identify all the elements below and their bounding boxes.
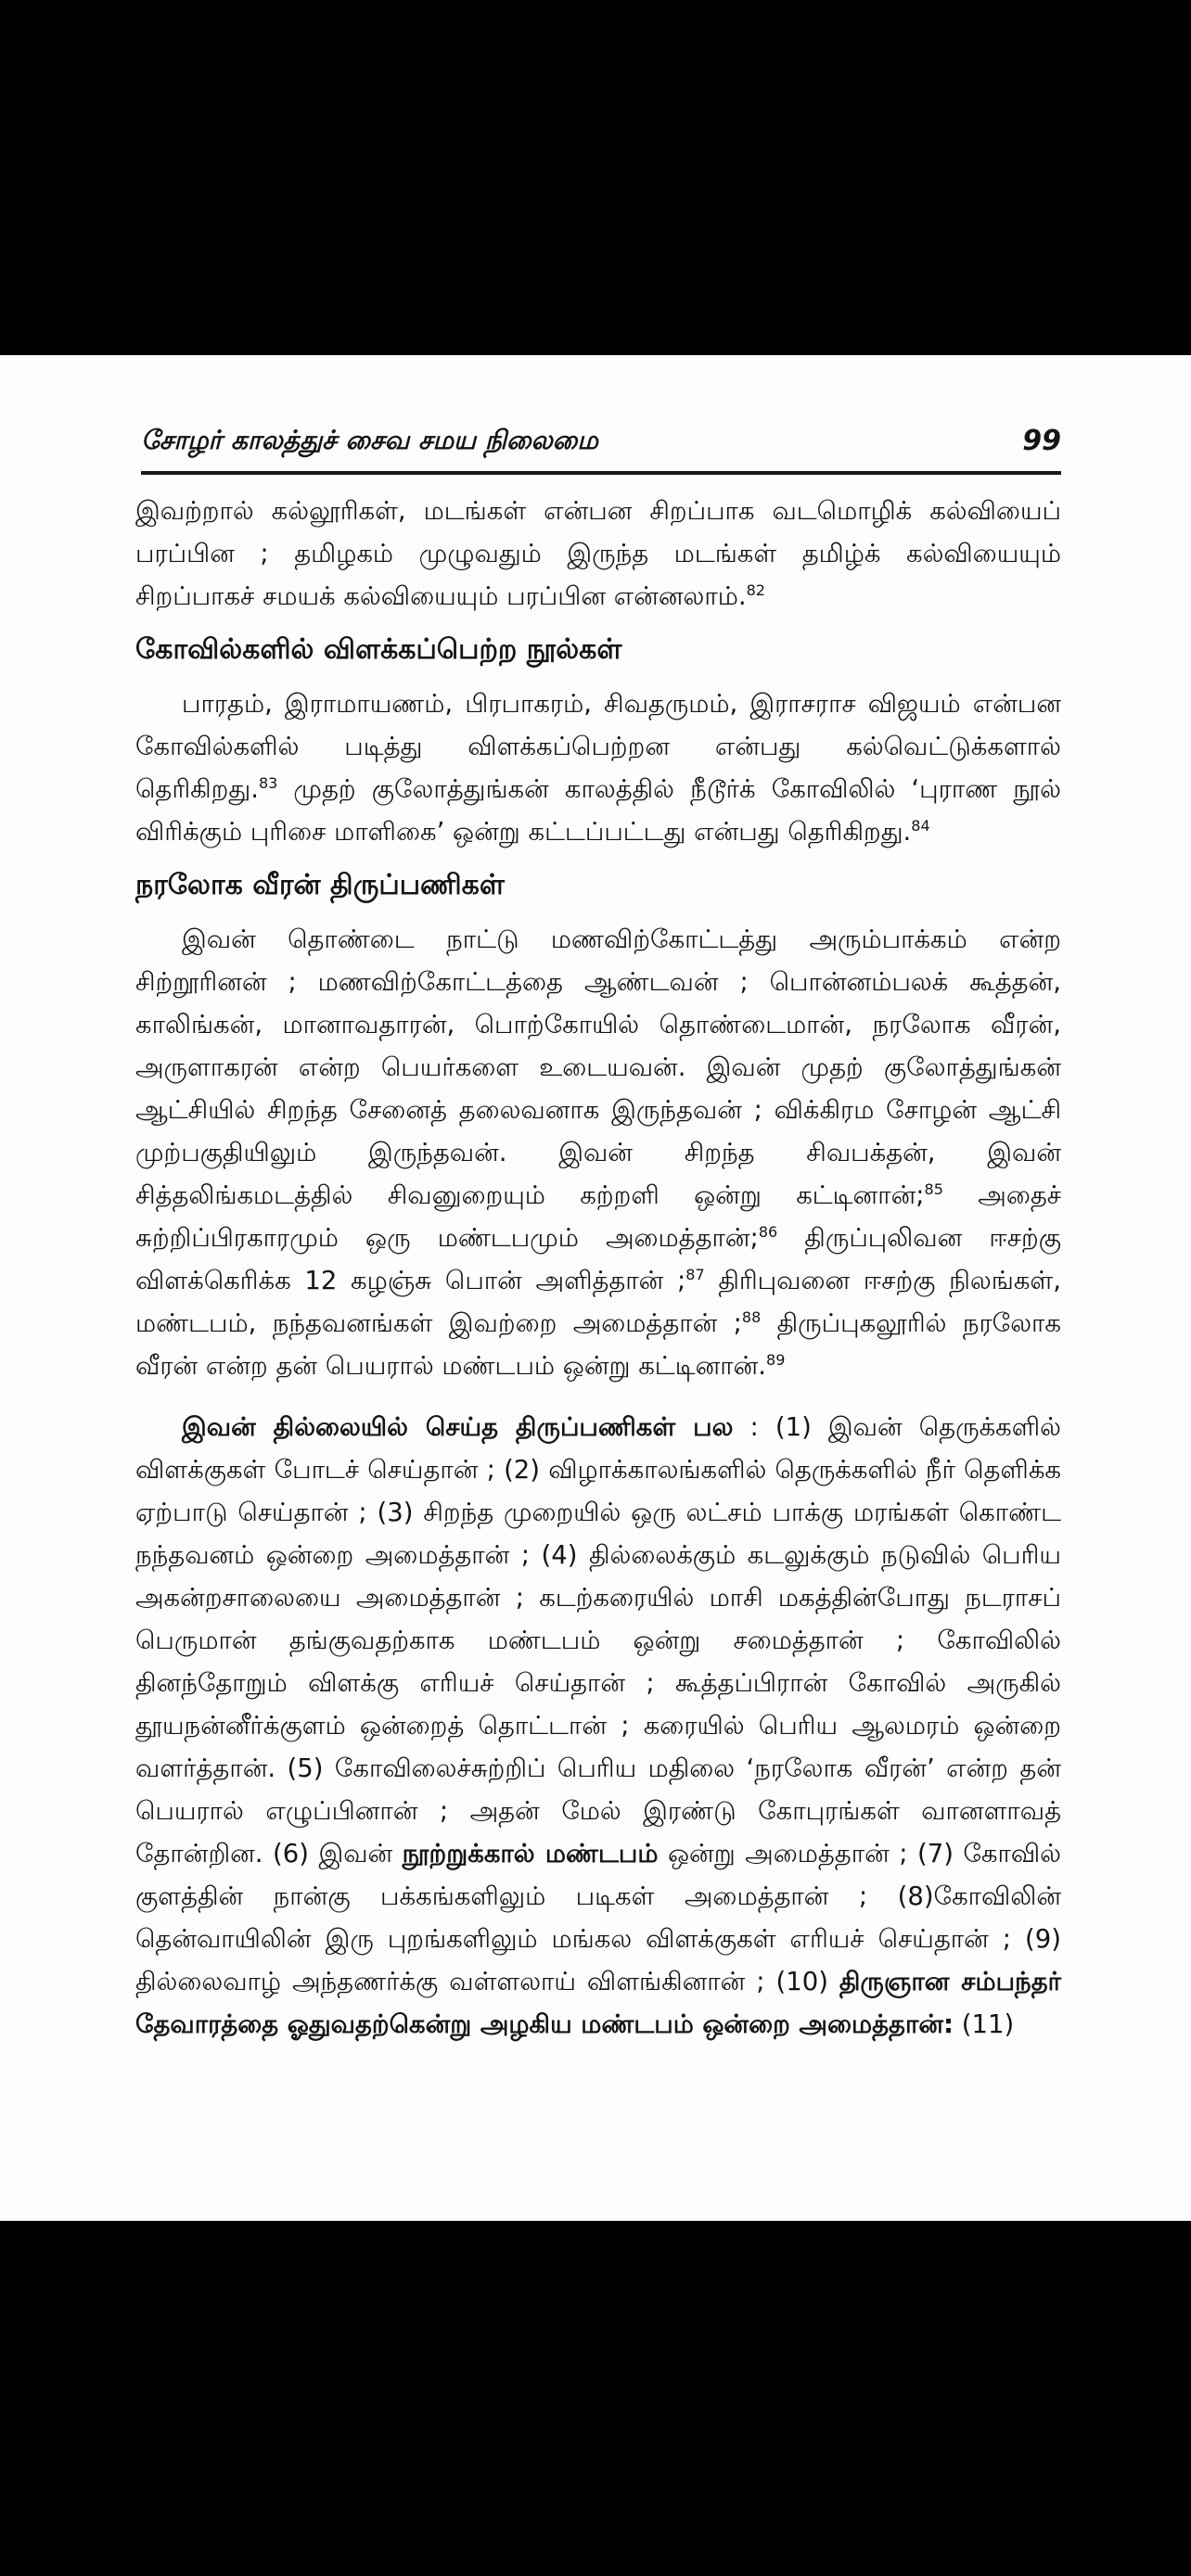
page-header [141,425,1061,475]
paragraph-4-text-b: ஒன்று அமைத்தான் ; (7) கோவில் குளத்தின் நான்கு பக்கங்களிலும் படிகள் அமைத்தான் ; (8)கோவிலின் தென்வாயிலின் இரு புறங்களிலும் மங்கல விளக்குகள் எரியச் செய்தான் ; (9) தில்லைவாழ் அந்தணர்க்கு வள்ளலாய் விளங்கினான் ; (10) [135,1839,1061,1996]
paragraph-2 [135,682,1061,853]
paragraph-4-bold-1: நூற்றுக்கால் மண்டபம் [402,1839,659,1868]
footnote-ref-82: 82 [746,580,765,599]
paragraph-3 [135,918,1061,1387]
paragraph-3-text-a: இவன் தொண்டை நாட்டு மணவிற்கோட்டத்து அரும்பாக்கம் என்ற சிற்றூரினன் ; மணவிற்கோட்டத்தை ஆண்டவன் ; பொன்னம்பலக் கூத்தன், காலிங்கன், மானாவதாரன், பொற்கோயில் தொண்டைமான், நரலோக வீரன், அருளாகரன் என்ற பெயர்களை உடையவன். இவன் முதற் குலோத்துங்கன் ஆட்சியில் சிறந்த சேனைத் தலைவனாக இருந்தவன் ; விக்கிரம சோழன் ஆட்சி முற்பகுதியிலும் இருந்தவன். இவன் சிறந்த சிவபக்தன், இவன் சித்தலிங்கமடத்தில் சிவனுறையும் கற்றளி ஒன்று கட்டினான்; [135,925,1061,1210]
paragraph-2-text-b: முதற் குலோத்துங்கன் காலத்தில் நீடூர்க் கோவிலில் ‘புராண நூல் விரிக்கும் புரிசை மாளிகை’ ஒன்று கட்டப்பட்டது என்பது தெரிகிறது. [135,774,1061,847]
book-page [0,355,1191,2221]
page-content [135,490,1061,2046]
paragraph-2-text-a: பாரதம், இராமாயணம், பிரபாகரம், சிவதருமம், இராசராச விஜயம் என்பன கோவில்களில் படித்து விளக்கப்பெற்றன என்பது கல்வெட்டுக்களால் தெரிகிறது. [135,689,1061,804]
section-heading-naraloka: நரலோக வீரன் திருப்பணிகள் [135,869,505,901]
paragraph-4-text-c: (11) [954,2009,1015,2039]
paragraph-3-text-e: திருப்புகலூரில் நரலோக வீரன் என்ற தன் பெயரால் மண்டபம் ஒன்று கட்டினான். [135,1308,1061,1381]
paragraph-gap [135,1387,1061,1406]
paragraph-3-text-b: அதைச் சுற்றிப்பிரகாரமும் ஒரு மண்டபமும் அமைத்தான்; [135,1180,1061,1253]
paragraph-4-text-a: : (1) இவன் தெருக்களில் விளக்குகள் போடச் செய்தான் ; (2) விழாக்காலங்களில் தெருக்களில் நீர் தெளிக்க ஏற்பாடு செய்தான் ; (3) சிறந்த முறையில் ஒரு லட்சம் பாக்கு மரங்கள் கொண்ட நந்தவனம் ஒன்றை அமைத்தான் ; (4) தில்லைக்கும் கடலுக்கும் நடுவில் பெரிய அகன்றசாலையை அமைத்தான் ; கடற்கரையில் மாசி மகத்தின்போது நடராசப் பெருமான் தங்குவதற்காக மண்டபம் ஒன்று சமைத்தான் ; கோவிலில் தினந்தோறும் விளக்கு எரியச் செய்தான் ; கூத்தப்பிரான் கோவில் அருகில் தூயநன்னீர்க்குளம் ஒன்றைத் தொட்டான் ; கரையில் பெரிய ஆலமரம் ஒன்றை வளர்த்தான். (5) கோவிலைச்சுற்றிப் பெரிய மதிலை ‘நரலோக வீரன்’ என்ற தன் பெயரால் எழுப்பினான் ; அதன் மேல் இரண்டு கோபுரங்கள் வானளாவத் தோன்றின. (6) இவன் [135,1412,1061,1868]
paragraph-3-text-d: திரிபுவனை ஈசற்கு நிலங்கள், மண்டபம், நந்தவனங்கள் இவற்றை அமைத்தான் ; [135,1266,1061,1338]
paragraph-4-bold-2: திருஞான சம்பந்தர் தேவாரத்தை ஓதுவதற்கென்று அழகிய மண்டபம் ஒன்றை அமைத்தான்: [135,1967,1061,2039]
section-heading-texts: கோவில்களில் விளக்கப்பெற்ற நூல்கள் [135,633,622,666]
paragraph-1 [135,490,1061,618]
paragraph-3-text-c: திருப்புலிவன ஈசற்கு விளக்கெரிக்க 12 கழஞ்சு பொன் அளித்தான் ; [135,1223,1061,1295]
footnote-ref-87: 87 [685,1265,705,1283]
paragraph-1-text: இவற்றால் கல்லூரிகள், மடங்கள் என்பன சிறப்பாக வடமொழிக் கல்வியைப் பரப்பின ; தமிழகம் முழுவதும் இருந்த மடங்கள் தமிழ்க் கல்வியையும் சிறப்பாகச் சமயக் கல்வியையும் பரப்பின என்னலாம். [135,496,1061,611]
footnote-ref-84: 84 [911,816,930,835]
paragraph-4-lead: இவன் தில்லையில் செய்த திருப்பணிகள் பல [182,1412,734,1442]
running-title: சோழர் காலத்துச் சைவ சமய நிலைமை [141,425,598,455]
paragraph-4 [135,1406,1061,2046]
footnote-ref-85: 85 [924,1180,943,1198]
footnote-ref-88: 88 [741,1307,762,1326]
footnote-ref-83: 83 [258,773,278,792]
footnote-ref-89: 89 [766,1350,786,1369]
footnote-ref-86: 86 [758,1222,778,1241]
page-number: 99 [1022,425,1061,457]
